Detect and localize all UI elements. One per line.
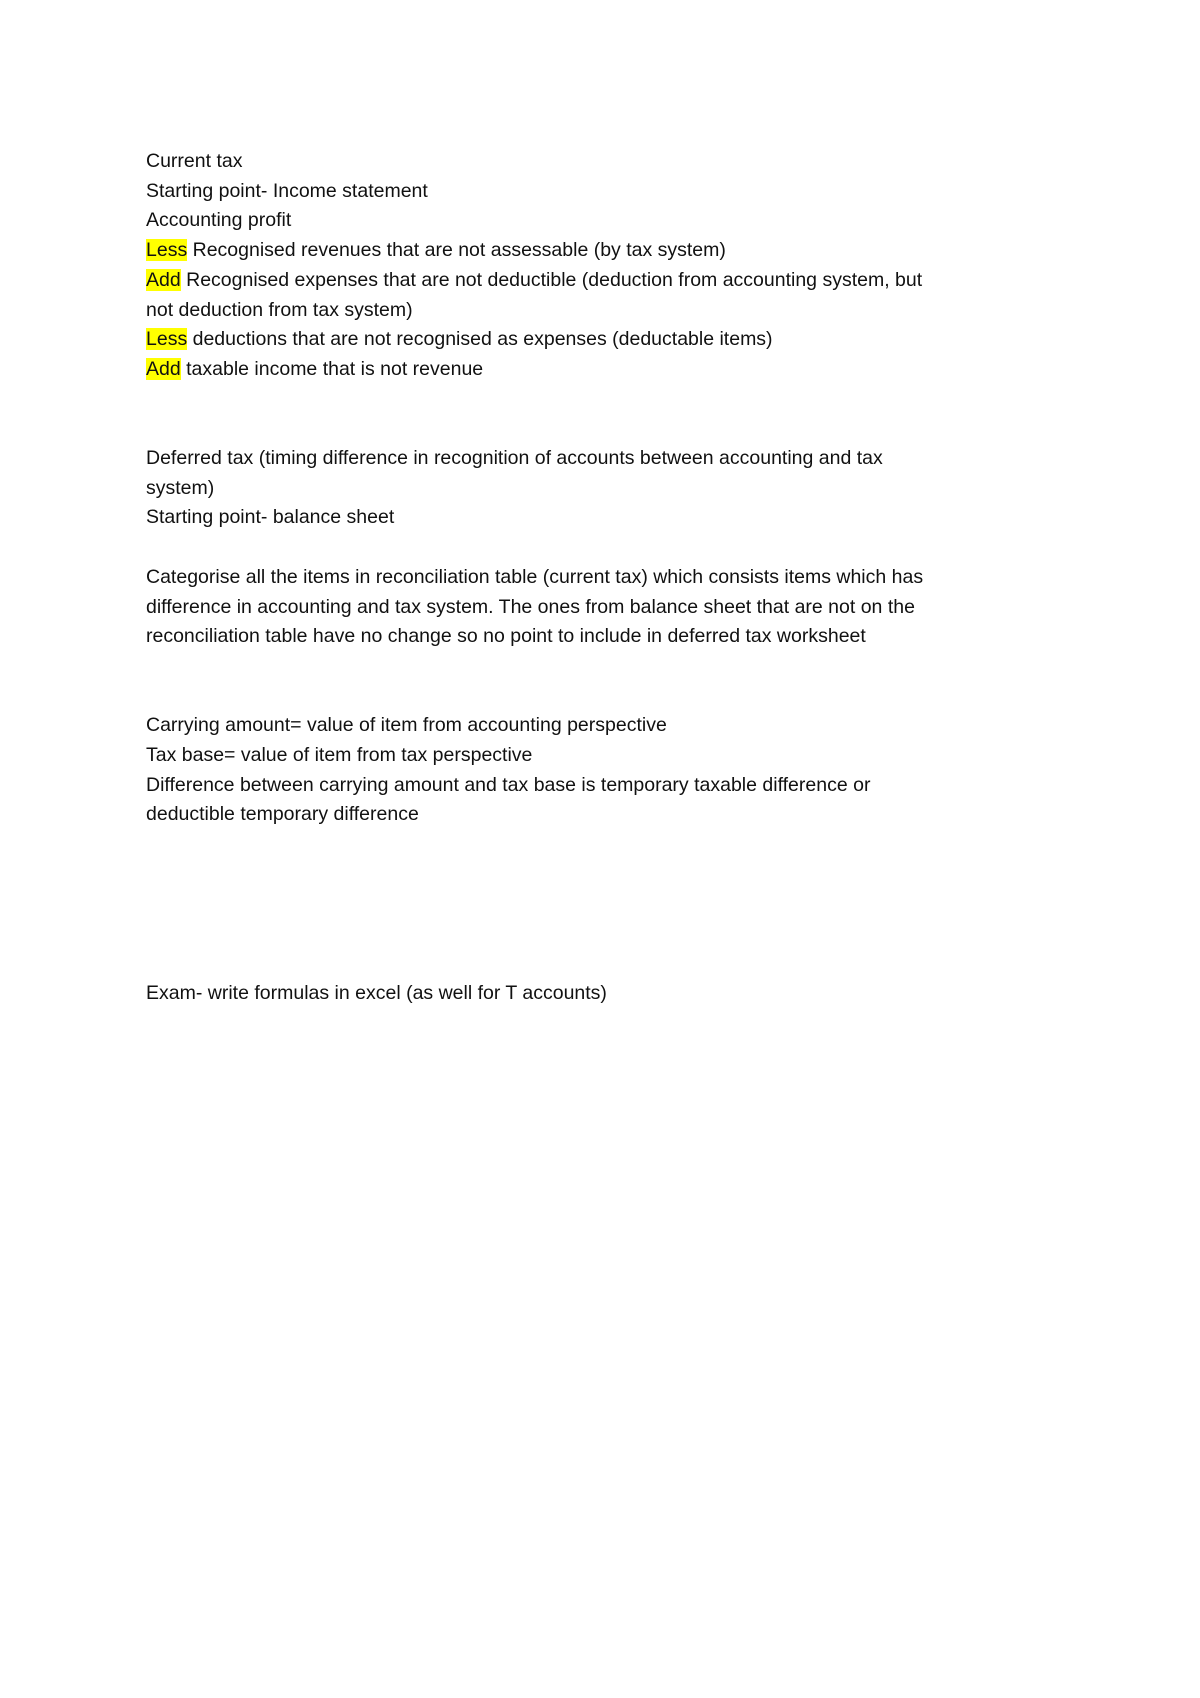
- spacer: [146, 385, 1046, 415]
- spacer: [146, 889, 1046, 919]
- spacer: [146, 652, 1046, 682]
- categorise-paragraph-line: Categorise all the items in reconciliation table (current tax) which consists items which has: [146, 565, 924, 588]
- tax-base-definition: Tax base= value of item from tax perspective: [146, 743, 533, 766]
- spacer: [146, 949, 1046, 979]
- current-tax-heading: Current tax: [146, 150, 243, 172]
- adjustment-keyword-less: Less: [146, 328, 188, 351]
- categorise-paragraph-line: reconciliation table have no change so no point to include in deferred tax worksheet: [146, 625, 866, 648]
- adjustment-text: Recognised revenues that are not assessable (by tax system): [187, 239, 726, 262]
- document-body: [146, 147, 1046, 1008]
- spacer: [146, 682, 1046, 712]
- adjustment-keyword-add: Add: [146, 357, 181, 380]
- spacer: [146, 919, 1046, 949]
- adjustment-keyword-add: Add: [146, 268, 181, 291]
- difference-definition: Difference between carrying amount and tax base is temporary taxable difference or: [146, 773, 871, 796]
- spacer: [146, 414, 1046, 444]
- adjustment-line-3: [146, 325, 1046, 355]
- exam-note: Exam- write formulas in excel (as well for T accounts): [146, 981, 607, 1004]
- adjustment-line-1: [146, 236, 1046, 266]
- spacer: [146, 533, 1046, 563]
- deferred-tax-heading-cont: system): [146, 476, 215, 499]
- difference-definition-cont: deductible temporary difference: [146, 803, 419, 826]
- categorise-paragraph-line: difference in accounting and tax system. The ones from balance sheet that are not on the: [146, 595, 915, 618]
- spacer: [146, 860, 1046, 890]
- spacer: [146, 830, 1046, 860]
- accounting-profit-line: Accounting profit: [146, 209, 292, 232]
- adjustment-text: Recognised expenses that are not deductible (deduction from accounting system, but: [180, 268, 923, 291]
- current-tax-starting-point: Starting point- Income statement: [146, 179, 428, 202]
- deferred-tax-heading: Deferred tax (timing difference in recognition of accounts between accounting and tax: [146, 447, 883, 469]
- adjustment-line-4: [146, 355, 1046, 385]
- adjustment-line-2: [146, 266, 1046, 296]
- deferred-tax-starting-point: Starting point- balance sheet: [146, 506, 395, 529]
- adjustment-keyword-less: Less: [146, 239, 188, 262]
- carrying-amount-definition: Carrying amount= value of item from accounting perspective: [146, 714, 667, 737]
- adjustment-text: taxable income that is not revenue: [180, 357, 484, 380]
- adjustment-continuation: not deduction from tax system): [146, 298, 413, 321]
- adjustment-text: deductions that are not recognised as expenses (deductable items): [187, 328, 773, 351]
